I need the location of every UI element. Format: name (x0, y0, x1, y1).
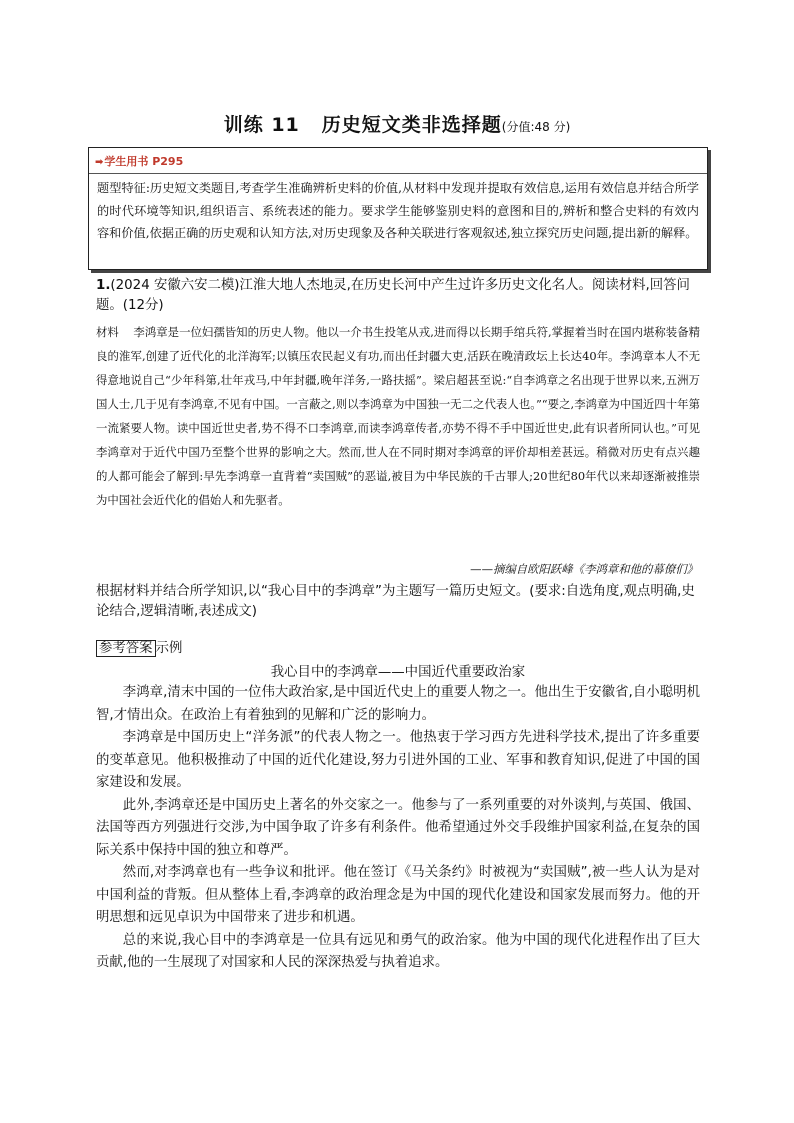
essay-body (96, 682, 700, 975)
material-label: 材料 (96, 325, 119, 339)
reference-answer-label: 参考答案 (96, 640, 156, 657)
page-title (0, 110, 794, 137)
question-stem (96, 276, 700, 315)
essay-paragraph: 此外,李鸿章还是中国历史上著名的外交家之一。他参与了一系列重要的对外谈判,与英国、俄国、法国等西方列强进行交涉,为中国争取了许多有利条件。他希望通过外交手段维护国家利益,在复杂的国际关系中保持中国的独立和尊严。 (96, 797, 700, 858)
material-source: ——摘编自欧阳跃峰《李鸿章和他的幕僚们》 (470, 562, 698, 576)
title-main: 训练 11 (223, 114, 300, 136)
score-note: (分值:48 分) (501, 120, 571, 134)
essay-paragraph: 然而,对李鸿章也有一些争议和批评。他在签订《马关条约》时被视为“卖国贼”,被一些人认为是对中国利益的背叛。但从整体上看,李鸿章的政治理念是为中国的现代化建设和国家发展而努力。他的开明思想和远见卓识为中国带来了进步和机遇。 (96, 865, 700, 925)
material-text: 李鸿章是一位妇孺皆知的历史人物。他以一介书生投笔从戎,进而得以长期手绾兵符,掌握着当时在国内堪称装备精良的淮军,创建了近代化的北洋海军;以镇压农民起义有功,而出任封疆大吏,活跃在晚清政坛上长达40年。李鸿章本人不无得意地说自己“少年科第,壮年戎马,中年封疆,晚年洋务,一路扶摇”。梁启超甚至说:“自李鸿章之名出现于世界以来,五洲万国人士,几于见有李鸿章,不见有中国。一言蔽之,则以李鸿章为中国独一无二之代表人也。”“要之,李鸿章为中国近四十年第一流紧要人物。读中国近世史者,势不得不口李鸿章,而读李鸿章传者,亦势不得不手中国近世史,此有识者所同认也。”可见李鸿章对于近代中国乃至整个世界的影响之大。然而,世人在不同时期对李鸿章的评价却相差甚远。稍微对历史有点兴趣的人都可能会了解到:早先李鸿章一直背着“卖国贼”的恶谥,被目为中华民族的千古罪人;20世纪80年代以来却逐渐被推崇为中国社会近代化的倡始人和先驱者。 (96, 325, 700, 507)
textbook-ref-label: 学生用书 P295 (104, 155, 184, 168)
arrow-icon: ➡ (95, 157, 104, 168)
material-passage (96, 320, 700, 512)
essay-paragraph: 李鸿章是中国历史上“洋务派”的代表人物之一。他热衷于学习西方先进科学技术,提出了许多重要的变革意见。他积极推动了中国的近代化建设,努力引进外国的工业、军事和教育知识,促进了中国的国家建设和发展。 (96, 730, 700, 790)
question-text: (2024 安徽六安二模)江淮大地人杰地灵,在历史长河中产生过许多历史文化名人。阅读材料,回答问题。(12分) (96, 278, 690, 313)
title-sub: 历史短文类非选择题 (321, 114, 502, 136)
essay-paragraph: 李鸿章,清末中国的一位伟大政治家,是中国近代史上的重要人物之一。他出生于安徽省,自小聪明机智,才情出众。在政治上有着独到的见解和广泛的影响力。 (96, 685, 700, 723)
textbook-ref (89, 148, 707, 171)
essay-title: 我心目中的李鸿章——中国近代重要政治家 (270, 665, 526, 680)
question-number: 1. (96, 278, 111, 293)
intro-box (88, 147, 708, 270)
answer-header (96, 637, 182, 656)
question-type-description: 题型特征:历史短文类题目,考查学生准确辨析史料的价值,从材料中发现并提取有效信息,运用有效信息并结合所学的时代环境等知识,组织语言、系统表述的能力。要求学生能够鉴别史料的意图和目的,辨析和整合史料的有效内容和价值,依据正确的历史观和认知方法,对历史现象及各种关联进行客观叙述,独立探究历史问题,提出新的解释。 (97, 181, 699, 240)
example-label: 示例 (155, 641, 183, 656)
question-ask: 根据材料并结合所学知识,以“我心目中的李鸿章”为主题写一篇历史短文。(要求:自选角度,观点明确,史论结合,逻辑清晰,表述成文) (96, 584, 695, 619)
essay-paragraph: 总的来说,我心目中的李鸿章是一位具有远见和勇气的政治家。他为中国的现代化进程作出了巨大贡献,他的一生展现了对国家和人民的深深热爱与执着追求。 (96, 932, 700, 970)
